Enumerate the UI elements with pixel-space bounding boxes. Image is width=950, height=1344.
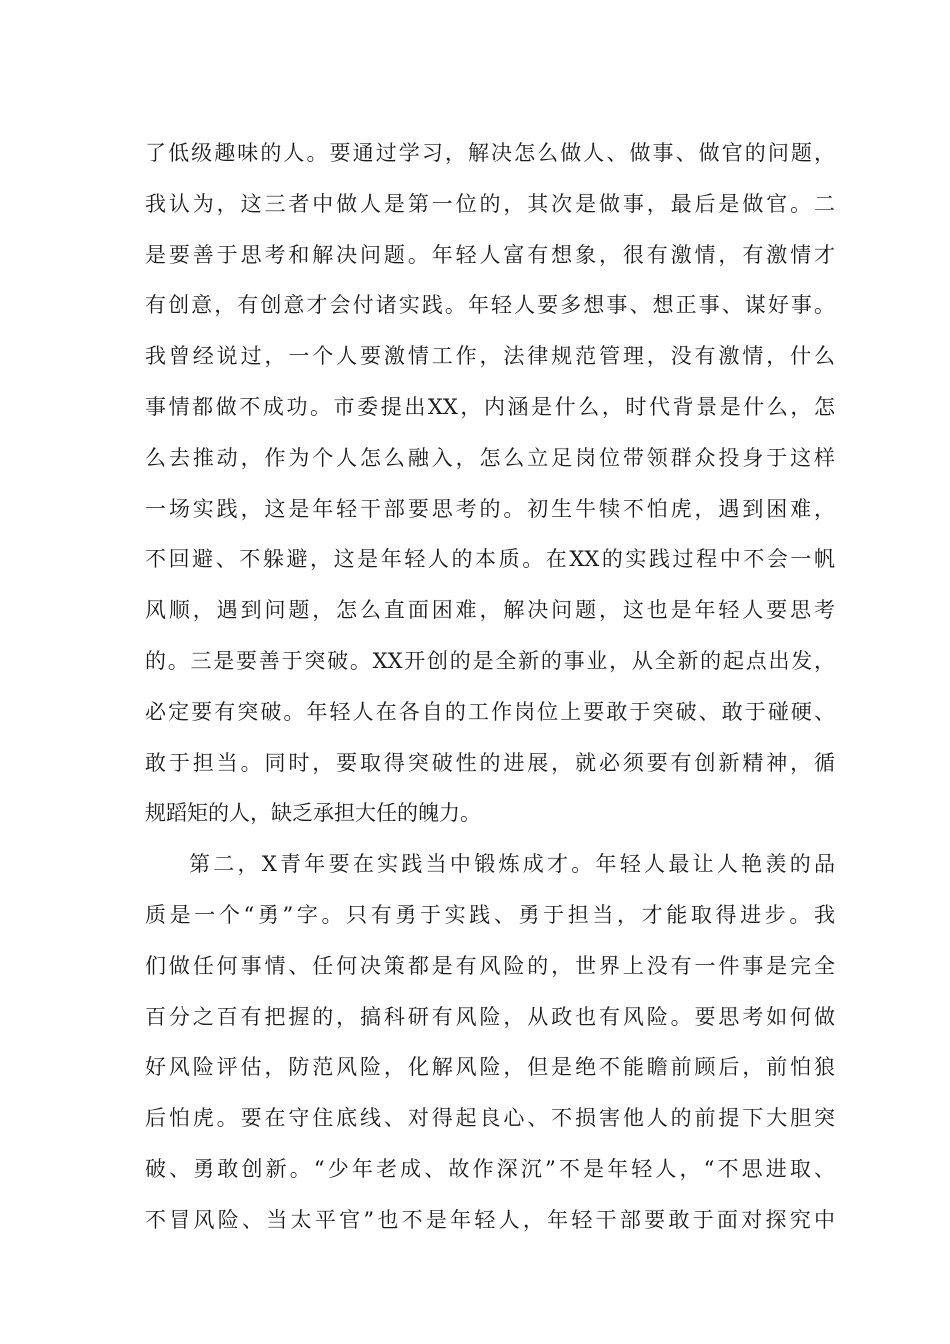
text-line: 后怕虎。要在守住底线、对得起良心、不损害他人的前提下大胆突 [145, 1106, 835, 1131]
text-line: 必定要有突破。年轻人在各自的工作岗位上要敢于突破、敢于碰硬、 [145, 699, 835, 724]
text-line: 了低级趣味的人。要通过学习，解决怎么做人、做事、做官的问题， [145, 141, 835, 165]
body-text [145, 128, 835, 1246]
text-line: 我曾经说过，一个人要激情工作，法律规范管理，没有激情，什么 [145, 344, 835, 369]
text-line: 是要善于思考和解决问题。年轻人富有想象，很有激情，有激情才 [145, 242, 835, 267]
text-line: 规蹈矩的人，缺乏承担大任的魄力。 [145, 801, 481, 826]
text-line: 不回避、不躲避，这是年轻人的本质。在XX的实践过程中不会一帆 [145, 547, 835, 572]
text-line: 破、勇敢创新。“少年老成、故作深沉”不是年轻人，“不思进取、 [145, 1156, 835, 1181]
text-line: 质是一个“勇”字。只有勇于实践、勇于担当，才能取得进步。我 [145, 902, 835, 927]
text-line: 风顺，遇到问题，怎么直面困难，解决问题，这也是年轻人要思考 [145, 598, 835, 623]
text-line: 么去推动，作为个人怎么融入，怎么立足岗位带领群众投身于这样 [145, 445, 835, 470]
text-line: 百分之百有把握的，搞科研有风险，从政也有风险。要思考如何做 [145, 1004, 835, 1029]
text-line: 有创意，有创意才会付诸实践。年轻人要多想事、想正事、谋好事。 [145, 293, 835, 318]
text-line: 敢于担当。同时，要取得突破性的进展，就必须要有创新精神，循 [145, 750, 835, 775]
text-line: 第二，X青年要在实践当中锻炼成才。年轻人最让人艳羡的品 [189, 852, 835, 877]
text-line: 好风险评估，防范风险，化解风险，但是绝不能瞻前顾后，前怕狼 [145, 1055, 835, 1080]
text-line: 不冒风险、当太平官”也不是年轻人，年轻干部要敢于面对探究中 [145, 1207, 835, 1232]
text-line: 事情都做不成功。市委提出XX，内涵是什么，时代背景是什么，怎 [145, 394, 835, 419]
text-line: 们做任何事情、任何决策都是有风险的，世界上没有一件事是完全 [145, 953, 835, 978]
text-line: 的。三是要善于突破。XX开创的是全新的事业，从全新的起点出发， [145, 648, 835, 673]
text-line: 一场实践，这是年轻干部要思考的。初生牛犊不怕虎，遇到困难， [145, 496, 835, 521]
text-line: 我认为，这三者中做人是第一位的，其次是做事，最后是做官。二 [145, 191, 835, 216]
